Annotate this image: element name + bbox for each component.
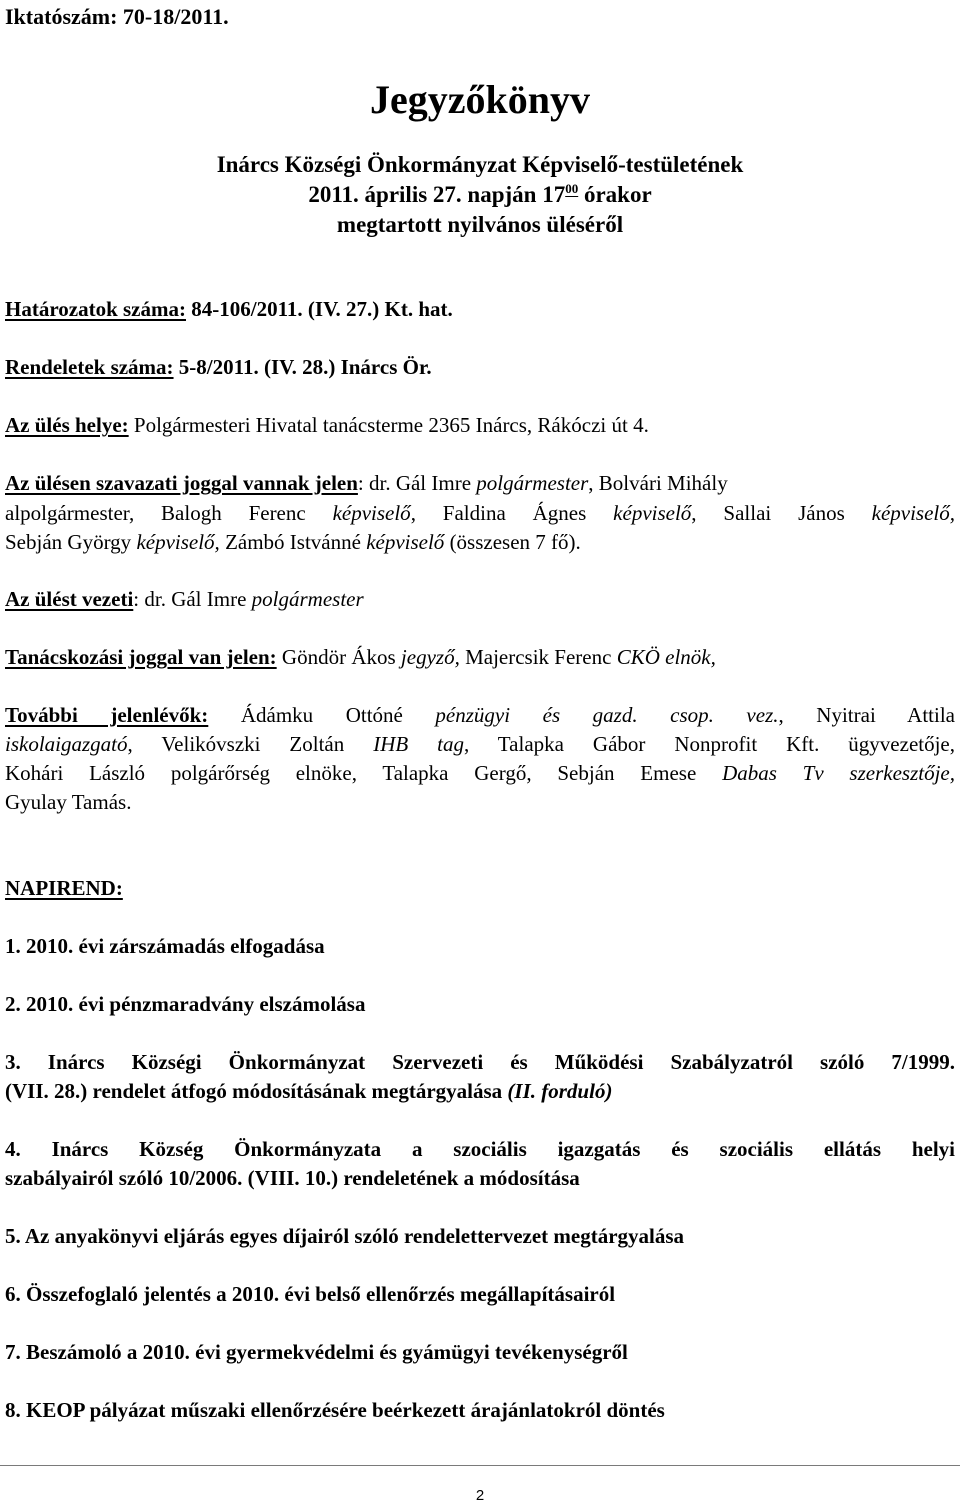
others-label: További jelenlévők: bbox=[5, 703, 209, 727]
advisory-text: Göndör Ákos bbox=[276, 645, 401, 669]
agenda-item-3-round: (II. forduló) bbox=[507, 1079, 613, 1103]
subtitle-time-suffix: órakor bbox=[578, 182, 652, 207]
agenda-item-3-text: (VII. 28.) rendelet átfogó módosításának megtárgyalása bbox=[5, 1079, 508, 1103]
role-text: Dabas Tv szerkesztője, bbox=[722, 761, 955, 785]
agenda-item-2: 2. 2010. évi pénzmaradvány elszámolása bbox=[5, 992, 366, 1016]
others-line-3 bbox=[5, 760, 955, 786]
resolutions-value: 84-106/2011. (IV. 27.) Kt. hat. bbox=[186, 297, 453, 321]
role-text: CKÖ elnök, bbox=[616, 645, 716, 669]
attendees-line-2 bbox=[5, 500, 955, 526]
attendees-text: , Bolvári Mihály bbox=[588, 471, 728, 495]
agenda-item-3-line-1: 3. Inárcs Községi Önkormányzat Szervezeti és Működési Szabályzatról szóló 7/1999. bbox=[5, 1050, 955, 1074]
role-text: képviselő, bbox=[871, 501, 955, 525]
agenda-item-3-line-2 bbox=[5, 1078, 612, 1104]
venue-value: Polgármesteri Hivatal tanácsterme 2365 Inárcs, Rákóczi út 4. bbox=[128, 413, 649, 437]
role-text: képviselő bbox=[613, 501, 692, 525]
attendees-text: , Faldina Ágnes bbox=[410, 501, 614, 525]
role-text: képviselő bbox=[366, 530, 445, 554]
role-text: polgármester bbox=[251, 587, 364, 611]
attendees-line-1 bbox=[5, 470, 728, 496]
chair-text: : dr. Gál Imre bbox=[133, 587, 252, 611]
role-text: képviselő bbox=[332, 501, 411, 525]
agenda-heading: NAPIREND: bbox=[5, 876, 123, 900]
attendees-text: : dr. Gál Imre bbox=[357, 471, 477, 495]
others-text: Kohári László polgárőrség elnöke, Talapka Gergő, Sebján Emese bbox=[5, 761, 723, 785]
agenda-item-7: 7. Beszámoló a 2010. évi gyermekvédelmi és gyámügyi tevékenységről bbox=[5, 1340, 628, 1364]
attendees-text: , Sallai János bbox=[691, 501, 872, 525]
document-title: Jegyzőkönyv bbox=[370, 77, 590, 122]
role-text: iskolaigazgató bbox=[5, 732, 128, 756]
advisory-text: Majercsik Ferenc bbox=[459, 645, 617, 669]
agenda-item-1: 1. 2010. évi zárszámadás elfogadása bbox=[5, 934, 325, 958]
others-line-1 bbox=[5, 702, 955, 728]
attendees-text: alpolgármester, Balogh Ferenc bbox=[5, 501, 333, 525]
subtitle-line-2 bbox=[0, 180, 960, 210]
others-text: , Nyitrai Attila bbox=[778, 703, 955, 727]
role-text: polgármester bbox=[476, 471, 589, 495]
decrees-value: 5-8/2011. (IV. 28.) Inárcs Ör. bbox=[173, 355, 432, 379]
venue-line bbox=[5, 412, 649, 438]
others-text: , Talapka Gábor Nonprofit Kft. ügyvezetője, bbox=[463, 732, 955, 756]
chair-label: Az ülést vezeti bbox=[5, 587, 134, 611]
resolutions-label: Határozatok száma: bbox=[5, 297, 186, 321]
role-text: jegyző, bbox=[400, 645, 460, 669]
attendees-text: Sebján György bbox=[5, 530, 137, 554]
subtitle-line-1: Inárcs Községi Önkormányzat Képviselő-testületének bbox=[216, 152, 744, 177]
agenda-item-4-line-2: szabályairól szóló 10/2006. (VIII. 10.) rendeletének a módosítása bbox=[5, 1166, 580, 1190]
advisory-label: Tanácskozási joggal van jelen: bbox=[5, 645, 277, 669]
agenda-item-5: 5. Az anyakönyvi eljárás egyes díjairól szóló rendelettervezet megtárgyalása bbox=[5, 1224, 685, 1248]
page-number: 2 bbox=[475, 1487, 485, 1504]
agenda-item-4-line-1: 4. Inárcs Község Önkormányzata a szociális igazgatás és szociális ellátás helyi bbox=[5, 1137, 955, 1161]
time-superscript: 00 bbox=[565, 181, 579, 196]
attendees-label: Az ülésen szavazati joggal vannak jelen bbox=[5, 471, 358, 495]
role-text: képviselő, bbox=[136, 530, 220, 554]
registration-number: Iktatószám: 70-18/2011. bbox=[5, 4, 229, 29]
venue-label: Az ülés helye: bbox=[5, 413, 129, 437]
others-text: , Velikóvszki Zoltán bbox=[127, 732, 374, 756]
role-text: pénzügyi és gazd. csop. vez. bbox=[435, 703, 779, 727]
decrees-label: Rendeletek száma: bbox=[5, 355, 174, 379]
others-text: Ádámku Ottóné bbox=[208, 703, 436, 727]
role-text: IHB tag bbox=[373, 732, 464, 756]
resolutions-line bbox=[5, 296, 453, 322]
others-line-4: Gyulay Tamás. bbox=[5, 790, 132, 814]
subtitle-date: 2011. április 27. napján 17 bbox=[308, 182, 566, 207]
footer-divider bbox=[0, 1465, 960, 1466]
attendees-text: Zámbó Istvánné bbox=[219, 530, 367, 554]
decrees-line bbox=[5, 354, 432, 380]
attendees-line-3 bbox=[5, 529, 581, 555]
attendees-text: (összesen 7 fő). bbox=[444, 530, 581, 554]
others-line-2 bbox=[5, 731, 955, 757]
chair-line bbox=[5, 586, 364, 612]
subtitle-line-3: megtartott nyilvános üléséről bbox=[336, 212, 624, 237]
advisory-line bbox=[5, 644, 716, 670]
agenda-item-6: 6. Összefoglaló jelentés a 2010. évi belső ellenőrzés megállapításairól bbox=[5, 1282, 616, 1306]
agenda-item-8: 8. KEOP pályázat műszaki ellenőrzésére beérkezett árajánlatokról döntés bbox=[5, 1398, 665, 1422]
